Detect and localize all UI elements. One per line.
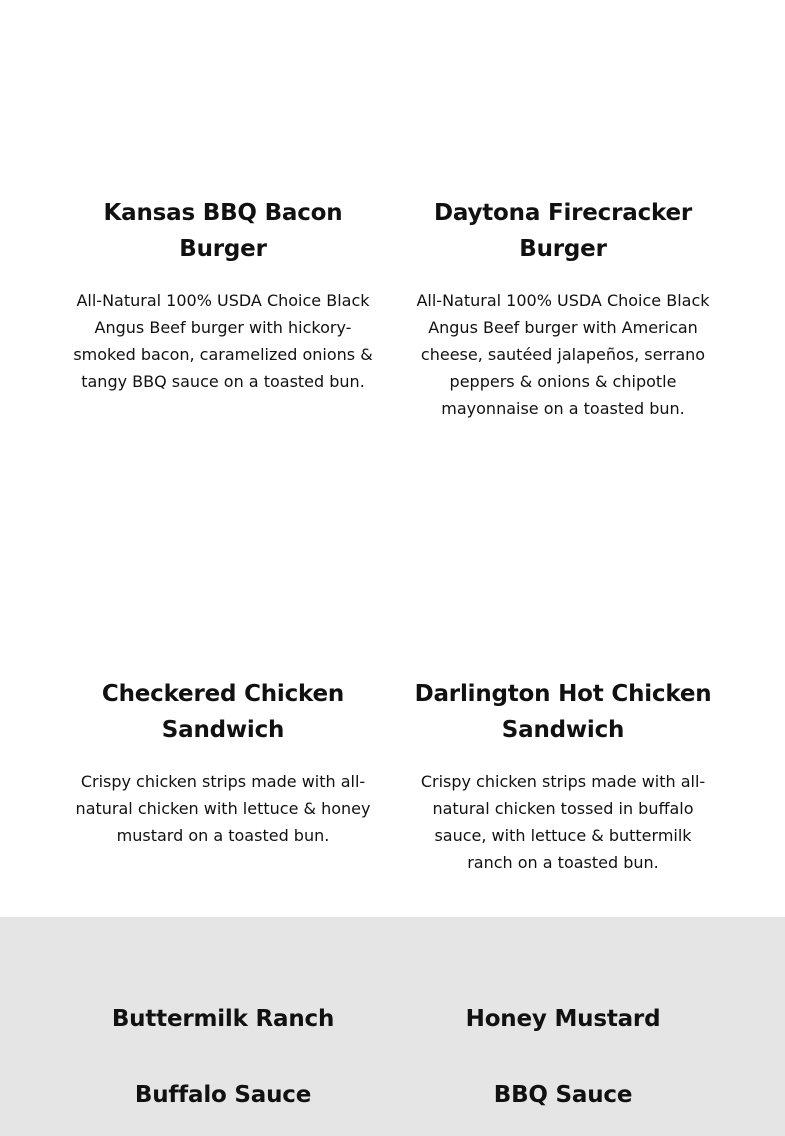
menu-item-checkered-chicken-sandwich xyxy=(73,676,373,849)
sauce-bbq-sauce: BBQ Sauce xyxy=(493,1082,633,1108)
menu-item-title: Kansas BBQ Bacon Burger xyxy=(103,200,343,262)
menu-item-title: Daytona Firecracker Burger xyxy=(433,200,693,262)
menu-item-daytona-firecracker-burger xyxy=(413,195,713,422)
menu-item-title: Checkered Chicken Sandwich xyxy=(101,681,345,743)
menu-item-description: Crispy chicken strips made with all-natural chicken with lettuce & honey mustard on a toasted bun. xyxy=(75,772,371,845)
menu-item-description: All-Natural 100% USDA Choice Black Angus Beef burger with hickory-smoked bacon, caramelized onions & tangy BBQ sauce on a toasted bun. xyxy=(73,291,373,391)
menu-item-description: All-Natural 100% USDA Choice Black Angus Beef burger with American cheese, sautéed jalapeños, serrano peppers & onions & chipotle mayonnaise on a toasted bun. xyxy=(416,291,710,418)
menu-item-kansas-bbq-bacon-burger xyxy=(73,195,373,395)
menu-item-title: Darlington Hot Chicken Sandwich xyxy=(414,681,712,743)
menu-item-description: Crispy chicken strips made with all-natural chicken tossed in buffalo sauce, with lettuce & buttermilk ranch on a toasted bun. xyxy=(420,772,706,872)
sauce-buttermilk-ranch: Buttermilk Ranch xyxy=(111,1006,335,1032)
menu-item-darlington-hot-chicken-sandwich xyxy=(413,676,713,876)
sauce-buffalo-sauce: Buffalo Sauce xyxy=(134,1082,312,1108)
sauce-honey-mustard: Honey Mustard xyxy=(465,1006,661,1032)
sauces-section xyxy=(0,917,785,1136)
